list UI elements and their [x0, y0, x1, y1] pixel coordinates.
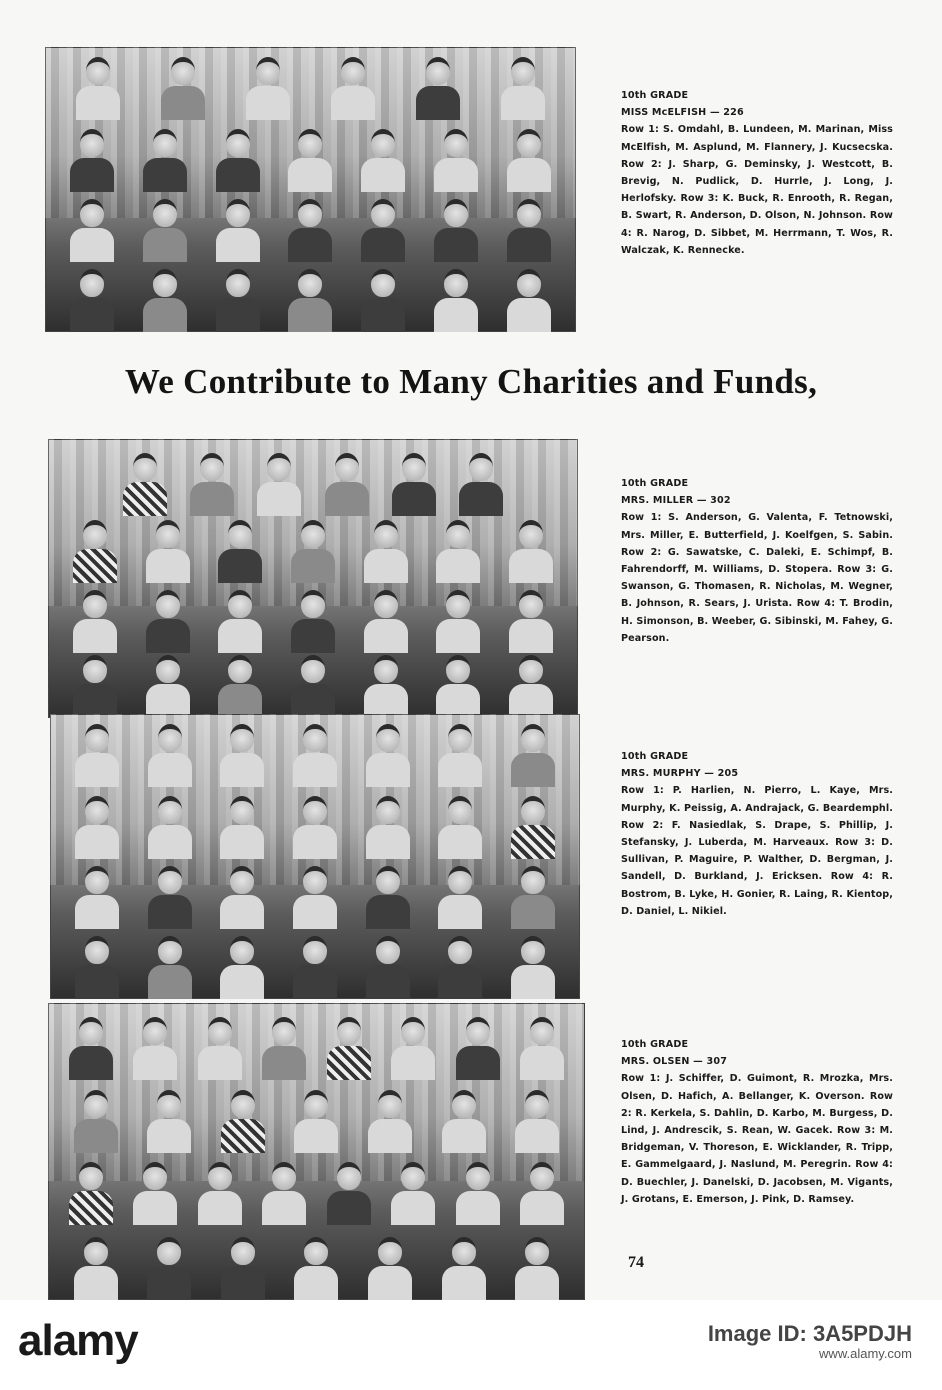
student-figure — [441, 1090, 487, 1153]
student-figure — [519, 1017, 565, 1080]
student-figure — [74, 866, 120, 929]
student-figure — [261, 1017, 307, 1080]
student-figure — [506, 269, 552, 332]
student-figure — [73, 1090, 119, 1153]
student-figure — [215, 199, 261, 262]
student-figure — [197, 1017, 243, 1080]
student-figure — [189, 453, 235, 516]
student-figure — [292, 796, 338, 859]
student-figure — [68, 1017, 114, 1080]
roster-text: Row 1: S. Anderson, G. Valenta, F. Tetnowski, Mrs. Miller, E. Butterfield, J. Koelfgen, S. Sabin. Row 2: G. Sawatske, C. Daleki, E. Schimpf, B. Fahrendorff, M. Williams, D. Stopera. Row 3: G. Swanson, G. Thomasen, R. Nicholas, M. Wegner, B. Johnson, R. Sears, J. Urista. Row 4: T. Brodin, H. Simonson, B. Weeber, G. Sibinski, M. Fahey, G. Pearson. — [621, 512, 893, 644]
student-figure — [146, 1237, 192, 1300]
student-rows — [48, 439, 578, 718]
student-figure — [69, 269, 115, 332]
student-rows — [45, 47, 576, 332]
student-figure — [132, 1017, 178, 1080]
brand-logo: alamy — [18, 1316, 138, 1365]
student-figure — [326, 1162, 372, 1225]
student-figure — [510, 936, 556, 999]
student-figure — [433, 129, 479, 192]
grade-label: 10th GRADE — [621, 751, 689, 762]
student-figure — [293, 1237, 339, 1300]
student-figure — [391, 453, 437, 516]
student-figure — [433, 199, 479, 262]
student-figure — [514, 1237, 560, 1300]
student-figure — [437, 866, 483, 929]
grade-label: 10th GRADE — [621, 1039, 689, 1050]
student-figure — [147, 724, 193, 787]
student-figure — [72, 590, 118, 653]
student-figure — [519, 1162, 565, 1225]
student-figure — [145, 590, 191, 653]
grade-label: 10th GRADE — [621, 90, 689, 101]
student-figure — [514, 1090, 560, 1153]
student-figure — [74, 724, 120, 787]
student-figure — [68, 1162, 114, 1225]
image-id: Image ID: 3A5PDJH — [707, 1321, 912, 1346]
student-figure — [147, 936, 193, 999]
student-figure — [261, 1162, 307, 1225]
student-figure — [74, 936, 120, 999]
student-figure — [390, 1017, 436, 1080]
student-rows — [48, 1003, 585, 1300]
student-figure — [326, 1017, 372, 1080]
student-figure — [256, 453, 302, 516]
student-figure — [122, 453, 168, 516]
grade-label: 10th GRADE — [621, 478, 689, 489]
student-figure — [455, 1162, 501, 1225]
student-figure — [219, 936, 265, 999]
student-figure — [72, 520, 118, 583]
student-figure — [506, 199, 552, 262]
student-figure — [220, 1090, 266, 1153]
teacher-room: MISS McELFISH — 226 — [621, 107, 744, 119]
student-figure — [146, 1090, 192, 1153]
student-figure — [287, 269, 333, 332]
student-figure — [74, 796, 120, 859]
caption-olsen — [621, 1036, 893, 1208]
student-figure — [360, 269, 406, 332]
student-figure — [390, 1162, 436, 1225]
student-figure — [435, 655, 481, 718]
student-figure — [500, 57, 546, 120]
teacher-room: MRS. MURPHY — 205 — [621, 768, 739, 780]
student-figure — [245, 57, 291, 120]
student-figure — [363, 655, 409, 718]
student-figure — [293, 1090, 339, 1153]
student-figure — [142, 199, 188, 262]
student-figure — [290, 590, 336, 653]
student-figure — [69, 129, 115, 192]
page-number: 74 — [628, 1254, 644, 1271]
student-figure — [367, 1090, 413, 1153]
student-figure — [435, 590, 481, 653]
student-figure — [441, 1237, 487, 1300]
student-figure — [197, 1162, 243, 1225]
student-figure — [145, 655, 191, 718]
student-figure — [508, 655, 554, 718]
student-figure — [437, 796, 483, 859]
student-figure — [324, 453, 370, 516]
student-figure — [290, 520, 336, 583]
student-figure — [219, 866, 265, 929]
student-figure — [217, 655, 263, 718]
roster-text: Row 1: J. Schiffer, D. Guimont, R. Mrozka, Mrs. Olsen, D. Hafich, A. Bellanger, K. Overson. Row 2: R. Kerkela, S. Dahlin, D. Karbo, M. Burgess, D. Lind, J. Andrescik, S. Rean, W. Gacek. Row 3: M. Bridgeman, V. Thoreson, E. Wicklander, R. Tripp, E. Gammelgaard, J. Naslund, M. Peregrin. Row 4: D. Buechler, J. Danelski, D. Jacobsen, M. Vigants, J. Grotans, E. Emerson, J. Pink, D. Ramsey. — [621, 1073, 893, 1205]
caption-miller — [621, 475, 893, 647]
student-figure — [219, 724, 265, 787]
student-figure — [360, 199, 406, 262]
class-photo-murphy — [50, 714, 580, 999]
caption-mcelfish — [621, 87, 893, 259]
student-figure — [217, 520, 263, 583]
student-figure — [415, 57, 461, 120]
student-figure — [365, 724, 411, 787]
roster-text: Row 1: P. Harlien, N. Pierro, L. Kaye, Mrs. Murphy, K. Peissig, A. Andrajack, G. Beardemphl. Row 2: F. Nasiedlak, S. Drape, S. Phillip, J. Stefansky, J. Luberda, M. Harveaux. Row 3: D. Sullivan, P. Maguire, P. Walther, D. Bergman, J. Sandell, D. Burkland, J. Ericksen. Row 4: R. Bostrom, B. Lyke, H. Gonier, R. Laing, R. Kientop, D. Daniel, L. Nikiel. — [621, 785, 893, 917]
student-figure — [435, 520, 481, 583]
image-id-block — [707, 1321, 912, 1364]
student-figure — [287, 129, 333, 192]
student-figure — [290, 655, 336, 718]
student-figure — [145, 520, 191, 583]
student-figure — [287, 199, 333, 262]
student-figure — [508, 520, 554, 583]
class-photo-olsen — [48, 1003, 585, 1300]
student-figure — [215, 269, 261, 332]
student-figure — [365, 866, 411, 929]
student-figure — [217, 590, 263, 653]
student-figure — [437, 724, 483, 787]
class-photo-miller — [48, 439, 578, 718]
student-figure — [437, 936, 483, 999]
student-figure — [506, 129, 552, 192]
student-figure — [72, 655, 118, 718]
student-figure — [360, 129, 406, 192]
student-figure — [363, 590, 409, 653]
student-figure — [292, 866, 338, 929]
student-figure — [73, 1237, 119, 1300]
student-figure — [510, 796, 556, 859]
stock-footer — [0, 1300, 942, 1390]
class-photo-mcelfish — [45, 47, 576, 332]
student-figure — [292, 724, 338, 787]
student-figure — [363, 520, 409, 583]
student-figure — [433, 269, 479, 332]
student-figure — [510, 724, 556, 787]
student-figure — [147, 866, 193, 929]
student-figure — [458, 453, 504, 516]
student-figure — [292, 936, 338, 999]
student-figure — [160, 57, 206, 120]
teacher-room: MRS. OLSEN — 307 — [621, 1056, 728, 1068]
student-figure — [215, 129, 261, 192]
student-figure — [219, 796, 265, 859]
student-figure — [510, 866, 556, 929]
roster-text: Row 1: S. Omdahl, B. Lundeen, M. Marinan, Miss McElfish, M. Asplund, M. Flannery, J. Kucsecska. Row 2: J. Sharp, G. Deminsky, J. Westcott, B. Brevig, N. Pudlick, D. Hurrle, J. Long, J. Herlofsky. Row 3: K. Buck, R. Enrooth, R. Regan, B. Swart, R. Anderson, D. Olson, N. Johnson. Row 4: R. Narog, D. Sibbet, M. Herrmann, T. Wos, R. Walczak, K. Rennecke. — [621, 124, 893, 256]
student-figure — [142, 129, 188, 192]
student-figure — [69, 199, 115, 262]
site-url: www.alamy.com — [819, 1346, 912, 1361]
student-figure — [75, 57, 121, 120]
student-figure — [220, 1237, 266, 1300]
student-figure — [142, 269, 188, 332]
student-figure — [455, 1017, 501, 1080]
student-figure — [365, 936, 411, 999]
student-figure — [147, 796, 193, 859]
page-headline: We Contribute to Many Charities and Funds, — [124, 362, 818, 401]
student-figure — [365, 796, 411, 859]
student-figure — [132, 1162, 178, 1225]
student-figure — [508, 590, 554, 653]
caption-murphy — [621, 748, 893, 920]
student-figure — [367, 1237, 413, 1300]
teacher-room: MRS. MILLER — 302 — [621, 495, 731, 507]
student-figure — [330, 57, 376, 120]
student-rows — [50, 714, 580, 999]
